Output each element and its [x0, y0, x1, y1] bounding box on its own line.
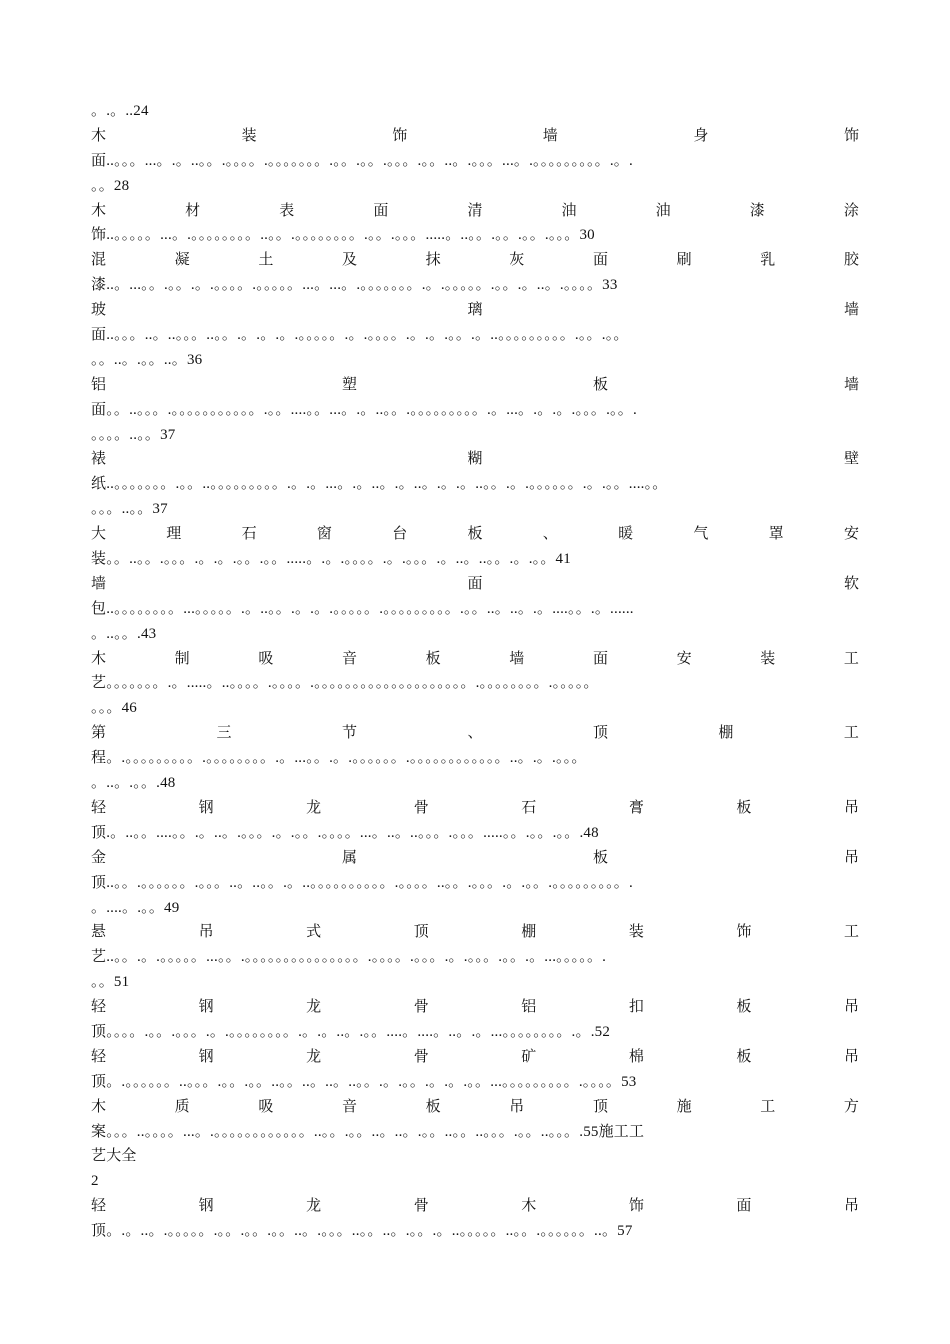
toc-title-char: 音	[341, 1098, 357, 1115]
toc-title-char: 吊	[843, 1048, 859, 1065]
toc-title-line	[91, 199, 859, 224]
toc-leader-line: 纸..。。。。。。。.。。..。。。。。。。。。.。.。...。.。..。.。..。.。.。..。。.。.。。。。。。.。.。。....。。	[91, 476, 668, 493]
toc-title-char: 铝	[91, 376, 107, 393]
toc-leader-line: 艺大全	[91, 1148, 137, 1165]
toc-title-char: 石	[241, 526, 257, 543]
toc-title-char: 塑	[341, 376, 357, 393]
toc-title-line	[91, 721, 859, 746]
toc-leader-line: 漆..。...。。.。。.。.。。。。.。。。。。...。...。.。。。。。。。.。.。。。。。.。。.。..。.。。。。33	[91, 277, 618, 294]
toc-leader-line: 艺..。。.。.。。。。。...。。.。。。。。。。。。。。。。。。.。。。。.。。。.。.。。。.。。.。...。。。。。.	[91, 949, 607, 966]
toc-title-char: 棉	[628, 1048, 644, 1065]
toc-title-line	[91, 447, 859, 472]
toc-leader-line: 饰..。。。。。...。.。。。。。。。。..。。.。。。。。。。。.。。.。。。.....。..。。.。。.。。.。。。30	[91, 227, 595, 244]
toc-title-char: 凝	[174, 252, 190, 269]
toc-title-char: 板	[592, 849, 608, 866]
toc-title-char: 面	[467, 575, 483, 592]
toc-leader-line: 顶。.。。。。。。..。。。.。。.。。..。。..。..。..。。.。.。。.。.。.。。...。。。。。。。。。.。。。。53	[91, 1073, 637, 1090]
toc-title-char: 龙	[306, 1048, 322, 1065]
toc-title-char: 制	[174, 650, 190, 667]
toc-title-char: 墙	[509, 650, 525, 667]
toc-title-char: 乳	[760, 252, 776, 269]
toc-title-char: 板	[736, 799, 752, 816]
toc-title-char: 饰	[843, 127, 859, 144]
toc-title-char: 木	[91, 650, 107, 667]
toc-title-char: 龙	[306, 799, 322, 816]
toc-title-line	[91, 1045, 859, 1070]
toc-title-char: 饰	[736, 924, 752, 941]
toc-title-char: 轻	[91, 799, 107, 816]
toc-title-char: 骨	[413, 999, 429, 1016]
toc-title-char: 钢	[198, 799, 214, 816]
toc-title-line	[91, 846, 859, 871]
toc-title-char: 龙	[306, 999, 322, 1016]
toc-title-char: 木	[91, 127, 107, 144]
toc-title-char: 墙	[843, 302, 859, 319]
toc-title-char: 板	[736, 1048, 752, 1065]
toc-title-char: 吊	[843, 799, 859, 816]
toc-title-char: 棚	[521, 924, 537, 941]
toc-title-char: 顶	[592, 725, 608, 742]
toc-title-char: 、	[467, 725, 483, 742]
toc-title-char: 身	[693, 127, 709, 144]
toc-title-char: 工	[843, 725, 859, 742]
toc-leader-line: 面..。。。...。.。..。。.。。。。.。。。。。。。.。。.。。.。。。.。。..。.。。。...。.。。。。。。。。。.。.	[91, 152, 633, 169]
toc-title-char: 钢	[198, 1048, 214, 1065]
toc-title-char: 装	[241, 127, 257, 144]
toc-title-line	[91, 298, 859, 323]
toc-title-char: 面	[592, 252, 608, 269]
toc-title-char: 顶	[592, 1098, 608, 1115]
toc-title-line	[91, 248, 859, 273]
toc-leader-line: 。.。..24	[91, 103, 149, 119]
toc-leader-line: 顶..。。.。。。。。。.。。。..。..。。.。..。。。。。。。。。。.。。。。..。。.。。。.。.。。.。。。。。。。。。.	[91, 874, 633, 891]
toc-title-char: 糊	[467, 451, 483, 468]
toc-title-char: 板	[592, 376, 608, 393]
toc-title-char: 板	[736, 999, 752, 1016]
toc-title-char: 安	[676, 650, 692, 667]
toc-title-char: 矿	[521, 1048, 537, 1065]
toc-title-char: 漆	[749, 202, 765, 219]
toc-leader-line: 案。。。..。。。。...。.。。。。。。。。。。。。..。。.。。..。..。.。。..。。..。。。.。。..。。。.55施工工	[91, 1123, 645, 1140]
toc-title-line	[91, 647, 859, 672]
toc-title-char: 油	[561, 202, 577, 219]
toc-title-char: 吊	[843, 849, 859, 866]
toc-title-char: 吊	[843, 1198, 859, 1215]
toc-title-char: 暖	[618, 526, 634, 543]
toc-title-char: 方	[843, 1098, 859, 1115]
toc-leader-line: 面..。。。..。..。。。..。。.。.。.。.。。。。。.。.。。。。.。.。.。。.。..。。。。。。。。。.。。.。。	[91, 327, 629, 344]
toc-title-char: 棚	[718, 725, 734, 742]
toc-title-line	[91, 522, 859, 547]
toc-title-line	[91, 572, 859, 597]
toc-title-char: 龙	[306, 1198, 322, 1215]
toc-title-char: 工	[760, 1098, 776, 1115]
toc-title-char: 钢	[198, 1198, 214, 1215]
toc-title-char: 金	[91, 849, 107, 866]
toc-title-char: 吊	[198, 924, 214, 941]
toc-title-char: 音	[341, 650, 357, 667]
toc-leader-line: 装。。..。。.。。。.。.。.。。.。。.....。.。.。。。。.。.。。。.。..。..。。.。.。。41	[91, 551, 571, 568]
toc-leader-line: 艺。。。。。。。.。.....。..。。。。.。。。。.。。。。。。。。。。。。。。。。。。。。.。。。。。。。。.。。。。。	[91, 675, 599, 692]
toc-title-char: 刷	[676, 252, 692, 269]
toc-title-char: 大	[91, 526, 107, 543]
toc-leader-line: 面。。..。。。.。。。。。。。。。。。.。。....。。...。.。..。。.。。。。。。。。。.。...。.。.。.。。。.。。.	[91, 401, 637, 418]
toc-title-char: 属	[341, 849, 357, 866]
toc-title-char: 骨	[413, 1198, 429, 1215]
toc-leader-line: 。。。..。。37	[91, 501, 168, 518]
toc-page	[91, 99, 859, 1244]
toc-title-char: 墙	[91, 575, 107, 592]
toc-title-char: 板	[425, 1098, 441, 1115]
toc-title-char: 软	[843, 575, 859, 592]
toc-leader-line: 顶.。..。。....。。.。..。.。。。.。.。。.。。。。...。..。..。。。.。。。.....。。.。。.。。.48	[91, 824, 599, 841]
toc-title-char: 第	[91, 725, 107, 742]
toc-title-char: 三	[216, 725, 232, 742]
toc-title-char: 节	[341, 725, 357, 742]
toc-title-char: 骨	[413, 1048, 429, 1065]
toc-title-char: 质	[174, 1098, 190, 1115]
toc-title-char: 膏	[628, 799, 644, 816]
toc-title-char: 罩	[768, 526, 784, 543]
toc-title-line	[91, 124, 859, 149]
toc-title-char: 轻	[91, 999, 107, 1016]
toc-leader-line: 。。。。..。。37	[91, 426, 176, 443]
toc-title-char: 顶	[413, 924, 429, 941]
toc-title-char: 表	[279, 202, 295, 219]
toc-leader-line: 包..。。。。。。。。...。。。。。.。..。。.。.。.。。。。。.。。。。。。。。。.。。..。..。.。....。。.。......	[91, 600, 634, 617]
toc-title-char: 璃	[467, 302, 483, 319]
toc-title-char: 面	[736, 1198, 752, 1215]
toc-title-char: 裱	[91, 451, 107, 468]
toc-title-char: 装	[760, 650, 776, 667]
toc-title-char: 面	[592, 650, 608, 667]
toc-leader-line: 。....。.。。49	[91, 899, 180, 916]
toc-title-char: 轻	[91, 1198, 107, 1215]
toc-leader-line: 。。51	[91, 974, 130, 991]
toc-title-char: 吸	[258, 650, 274, 667]
toc-title-char: 材	[185, 202, 201, 219]
toc-title-char: 施	[676, 1098, 692, 1115]
toc-title-char: 工	[843, 650, 859, 667]
toc-title-char: 壁	[843, 451, 859, 468]
toc-title-char: 及	[341, 252, 357, 269]
toc-title-char: 饰	[392, 127, 408, 144]
toc-leader-line: 。..。。.43	[91, 625, 157, 642]
toc-title-char: 气	[693, 526, 709, 543]
toc-title-char: 轻	[91, 1048, 107, 1065]
toc-title-line	[91, 920, 859, 945]
toc-title-char: 木	[91, 202, 107, 219]
toc-leader-line: 顶。.。..。.。。。。。.。。.。。.。。..。.。。。..。。..。.。。.。..。。。。。..。。.。。。。。。..。57	[91, 1223, 633, 1240]
toc-title-char: 悬	[91, 924, 107, 941]
toc-title-char: 木	[521, 1198, 537, 1215]
toc-title-char: 抹	[425, 252, 441, 269]
toc-title-char: 扣	[628, 999, 644, 1016]
toc-title-char: 装	[628, 924, 644, 941]
toc-title-char: 板	[467, 526, 483, 543]
toc-title-char: 吸	[258, 1098, 274, 1115]
toc-leader-line: 2	[91, 1173, 99, 1190]
toc-title-char: 安	[843, 526, 859, 543]
toc-title-char: 工	[843, 924, 859, 941]
toc-leader-line: 顶。。。。.。。.。。。.。.。。。。。。。。.。.。..。.。。....。....。..。.。...。。。。。。。。.。.52	[91, 1023, 611, 1040]
toc-title-char: 油	[655, 202, 671, 219]
toc-title-char: 式	[306, 924, 322, 941]
toc-title-line	[91, 995, 859, 1020]
toc-title-char: 理	[166, 526, 182, 543]
toc-title-char: 木	[91, 1098, 107, 1115]
toc-title-char: 清	[467, 202, 483, 219]
toc-title-char: 窗	[316, 526, 332, 543]
toc-title-char: 钢	[198, 999, 214, 1016]
toc-title-char: 涂	[843, 202, 859, 219]
toc-title-char: 灰	[509, 252, 525, 269]
toc-title-char: 胶	[843, 252, 859, 269]
toc-title-line	[91, 373, 859, 398]
toc-title-char: 吊	[843, 999, 859, 1016]
toc-leader-line: 。..。.。。.48	[91, 775, 176, 792]
toc-title-line	[91, 1095, 859, 1120]
toc-leader-line: 。。..。.。。..。36	[91, 351, 203, 368]
toc-title-line	[91, 1194, 859, 1219]
toc-title-char: 、	[542, 526, 558, 543]
toc-leader-line: 。。。46	[91, 700, 138, 717]
toc-title-char: 墙	[542, 127, 558, 144]
toc-title-char: 面	[373, 202, 389, 219]
toc-title-char: 铝	[521, 999, 537, 1016]
toc-leader-line: 程。.。。。。。。。。。.。。。。。。。。.。...。。.。.。。。。。。.。。。。。。。。。。。。..。.。.。。。	[91, 750, 587, 767]
toc-title-line	[91, 796, 859, 821]
toc-title-char: 墙	[843, 376, 859, 393]
toc-title-char: 土	[258, 252, 274, 269]
toc-title-char: 混	[91, 252, 107, 269]
toc-leader-line: 。。28	[91, 177, 130, 194]
toc-title-char: 吊	[509, 1098, 525, 1115]
toc-title-char: 台	[392, 526, 408, 543]
toc-title-char: 饰	[628, 1198, 644, 1215]
toc-title-char: 石	[521, 799, 537, 816]
toc-title-char: 骨	[413, 799, 429, 816]
toc-title-char: 板	[425, 650, 441, 667]
toc-title-char: 玻	[91, 302, 107, 319]
